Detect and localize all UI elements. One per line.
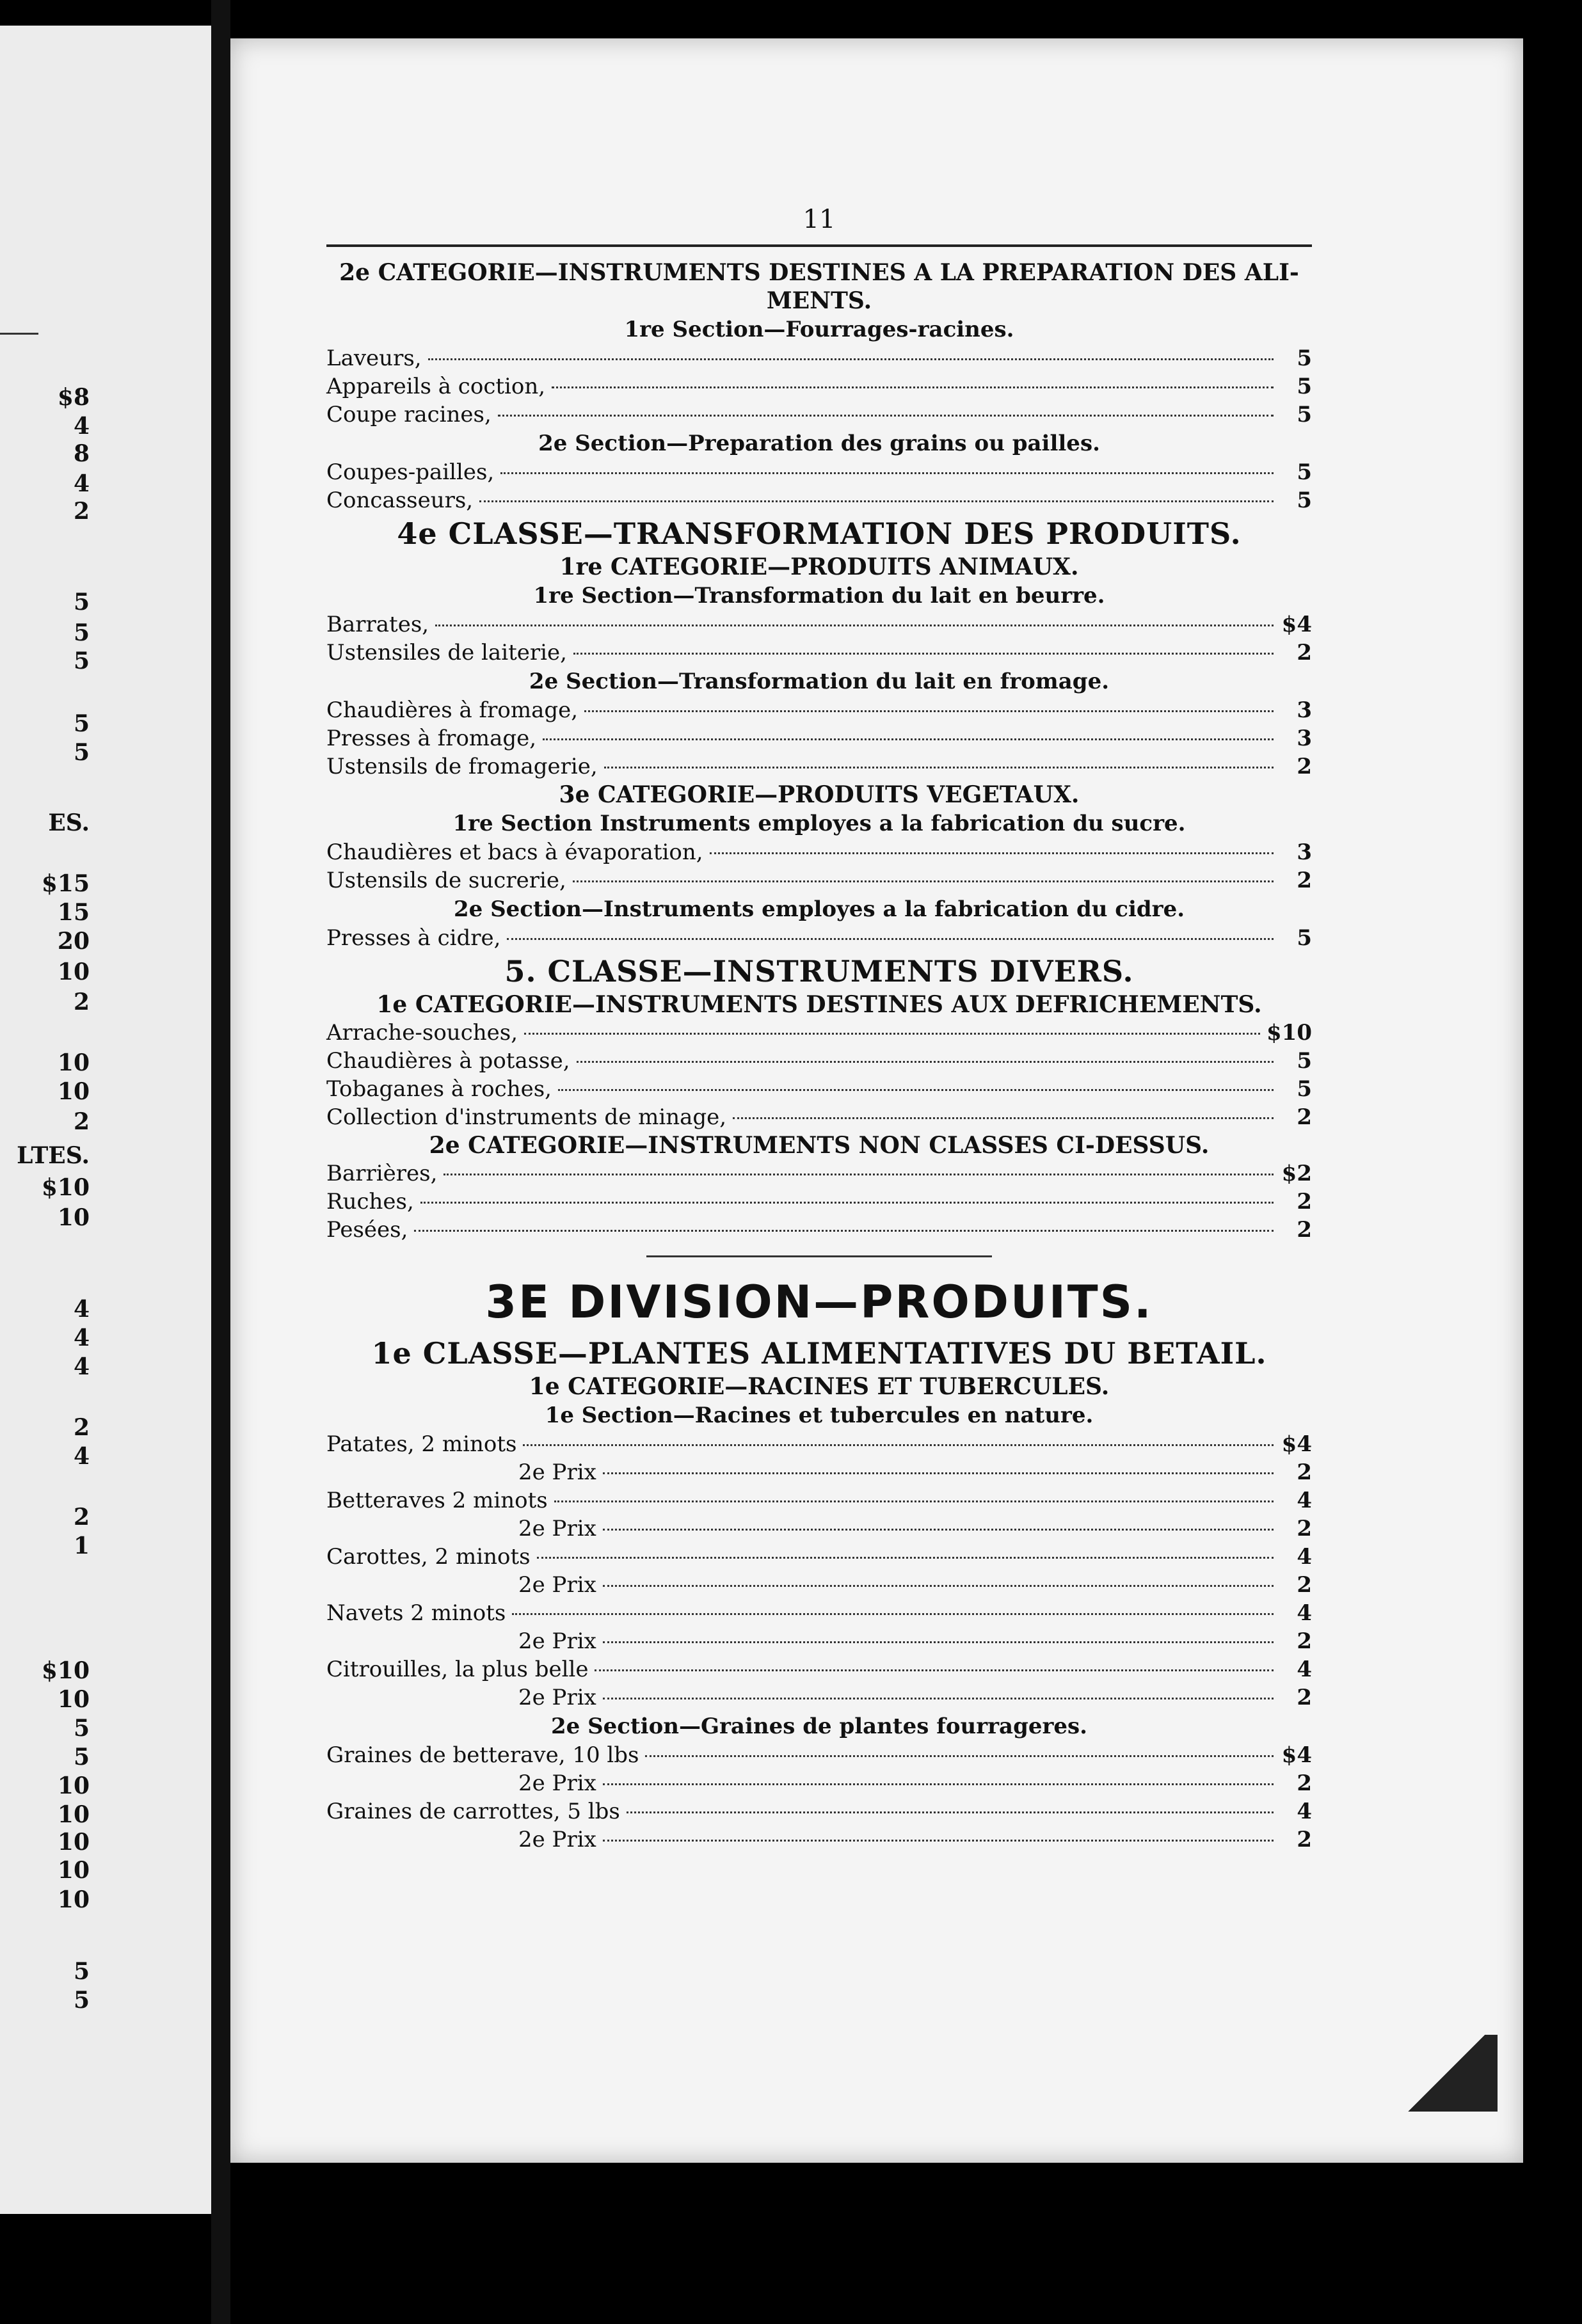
item-price: 4: [1297, 1544, 1312, 1570]
left-page-number: 2: [73, 1504, 90, 1531]
price-row: [326, 458, 1312, 486]
item-price: $2: [1281, 1161, 1312, 1186]
price-row: [326, 1599, 1312, 1627]
price-row: [326, 924, 1312, 952]
item-price: 5: [1297, 402, 1312, 427]
price-row: [326, 1103, 1312, 1131]
item-price: 5: [1297, 374, 1312, 399]
leader-dots: [414, 1230, 1274, 1232]
item-price: 2: [1297, 1771, 1312, 1796]
item-price: 2: [1297, 868, 1312, 893]
price-row: [326, 724, 1312, 752]
left-page-number: $10: [41, 1657, 90, 1684]
left-page-number: 5: [73, 710, 90, 737]
leader-dots: [498, 415, 1274, 417]
item-price: 2: [1297, 754, 1312, 779]
left-page-number: 2: [73, 498, 90, 525]
item-label: Tobaganes à roches,: [326, 1076, 552, 1102]
leader-dots: [710, 852, 1274, 854]
item-price: 2: [1297, 1572, 1312, 1598]
leader-dots: [554, 1500, 1274, 1502]
price-row: [326, 1683, 1312, 1712]
item-label: Chaudières à fromage,: [326, 697, 579, 723]
left-page-number: 4: [73, 1353, 90, 1380]
item-price: 4: [1297, 1657, 1312, 1682]
left-page-number: 20: [57, 928, 90, 955]
section-heading: 1re Section Instruments employes a la fabrication du sucre.: [452, 811, 1186, 836]
item-price: 3: [1297, 697, 1312, 723]
left-page-number: 15: [57, 899, 90, 926]
item-label: Laveurs,: [326, 346, 422, 371]
item-label: Ustensiles de laiterie,: [326, 640, 567, 665]
leader-dots: [645, 1755, 1274, 1757]
left-page-number: 10: [57, 1829, 90, 1856]
leader-dots: [500, 472, 1274, 474]
leader-dots: [603, 1529, 1274, 1531]
item-price: 2: [1297, 1827, 1312, 1852]
left-page-fragment: [0, 26, 211, 2214]
price-row: [326, 1741, 1312, 1769]
item-label: Citrouilles, la plus belle: [326, 1657, 589, 1682]
item-price: 2: [1297, 1460, 1312, 1485]
item-label: Ustensils de sucrerie,: [326, 868, 566, 893]
left-page-number: $15: [41, 870, 90, 897]
item-label: Appareils à coction,: [326, 374, 546, 399]
category-heading: 2e CATEGORIE—INSTRUMENTS DESTINES A LA PREPARATION DES ALI- MENTS.: [339, 259, 1299, 314]
item-price: 2: [1297, 1628, 1312, 1654]
class-heading: 1e CLASSE—PLANTES ALIMENTATIVES DU BETAIL.: [371, 1336, 1267, 1371]
item-price: 5: [1297, 488, 1312, 513]
price-row: [326, 1216, 1312, 1244]
left-page-number: LTES.: [17, 1142, 90, 1169]
left-page-number: 10: [57, 1772, 90, 1799]
item-price: 2: [1297, 1217, 1312, 1243]
leader-dots: [595, 1669, 1274, 1671]
item-label: 2e Prix: [518, 1460, 596, 1485]
page-number: 11: [803, 205, 836, 234]
price-row: [326, 838, 1312, 866]
leader-dots: [584, 710, 1274, 712]
item-price: $4: [1281, 1742, 1312, 1768]
left-page-number: 5: [73, 1715, 90, 1742]
section-heading: 1re Section—Transformation du lait en beurre.: [533, 583, 1105, 609]
left-page-number: 5: [73, 619, 90, 646]
item-price: 2: [1297, 1104, 1312, 1130]
item-label: Graines de betterave, 10 lbs: [326, 1742, 639, 1768]
item-label: 2e Prix: [518, 1771, 596, 1796]
header-rule: [326, 244, 1312, 247]
price-row: [326, 1159, 1312, 1188]
item-price: $10: [1266, 1020, 1312, 1046]
item-price: 2: [1297, 1516, 1312, 1541]
price-row: [326, 344, 1312, 372]
leader-dots: [603, 1472, 1274, 1474]
item-price: $4: [1281, 612, 1312, 637]
division-heading: 3E DIVISION—PRODUITS.: [485, 1276, 1153, 1328]
item-price: 4: [1297, 1799, 1312, 1824]
left-page-number: 10: [57, 1857, 90, 1884]
item-price: 5: [1297, 346, 1312, 371]
category-heading: 1e CATEGORIE—INSTRUMENTS DESTINES AUX DEFRICHEMENTS.: [376, 991, 1262, 1018]
leader-dots: [524, 1033, 1260, 1035]
item-label: Barrates,: [326, 612, 429, 637]
leader-dots: [603, 1585, 1274, 1587]
leader-dots: [733, 1117, 1274, 1119]
price-row: [326, 486, 1312, 514]
section-heading: 2e Section—Preparation des grains ou pailles.: [538, 431, 1100, 456]
price-row: [326, 1458, 1312, 1486]
left-page-number: 4: [73, 413, 90, 440]
left-page-number: 10: [57, 1686, 90, 1713]
leader-dots: [603, 1641, 1274, 1643]
item-label: Graines de carrottes, 5 lbs: [326, 1799, 620, 1824]
page-content: [326, 205, 1312, 1854]
category-heading: 1e CATEGORIE—RACINES ET TUBERCULES.: [529, 1373, 1110, 1400]
left-page-rule: [0, 333, 38, 335]
leader-dots: [603, 1698, 1274, 1699]
price-row: [326, 1655, 1312, 1683]
section-heading: 2e Section—Graines de plantes fourrageres.: [550, 1714, 1088, 1739]
left-page-number: 10: [57, 1886, 90, 1913]
item-price: $4: [1281, 1431, 1312, 1457]
item-label: 2e Prix: [518, 1628, 596, 1654]
left-page-number: 5: [73, 739, 90, 766]
left-page-number: 2: [73, 1108, 90, 1135]
left-page-number: 4: [73, 1443, 90, 1470]
leader-dots: [573, 653, 1274, 655]
item-label: Coupe racines,: [326, 402, 491, 427]
item-label: Carottes, 2 minots: [326, 1544, 531, 1570]
leader-dots: [573, 880, 1274, 882]
item-label: 2e Prix: [518, 1516, 596, 1541]
item-label: Concasseurs,: [326, 488, 474, 513]
leader-dots: [512, 1613, 1274, 1615]
leader-dots: [428, 358, 1274, 360]
item-price: 3: [1297, 840, 1312, 865]
left-page-number: 5: [73, 1958, 90, 1985]
item-label: Patates, 2 minots: [326, 1431, 517, 1457]
left-page-number: $10: [41, 1174, 90, 1201]
item-label: Ustensils de fromagerie,: [326, 754, 598, 779]
category-heading: 1re CATEGORIE—PRODUITS ANIMAUX.: [559, 553, 1079, 580]
item-price: 5: [1297, 1048, 1312, 1074]
price-row: [326, 752, 1312, 781]
item-label: Betteraves 2 minots: [326, 1488, 548, 1513]
left-page-number: $8: [57, 384, 90, 411]
leader-dots: [507, 938, 1274, 940]
category-heading: 3e CATEGORIE—PRODUITS VEGETAUX.: [559, 781, 1080, 808]
item-price: 2: [1297, 640, 1312, 665]
leader-dots: [604, 767, 1274, 768]
left-page-number: 1: [73, 1532, 90, 1559]
price-row: [326, 1769, 1312, 1797]
left-page-number: 4: [73, 470, 90, 497]
item-label: Pesées,: [326, 1217, 408, 1243]
leader-dots: [537, 1557, 1274, 1559]
left-page-number: 10: [57, 1078, 90, 1105]
item-label: Presses à fromage,: [326, 726, 537, 751]
price-list: [326, 259, 1312, 1854]
leader-dots: [603, 1840, 1274, 1842]
price-row: [326, 1543, 1312, 1571]
price-row: [326, 1486, 1312, 1515]
item-label: Chaudières à potasse,: [326, 1048, 570, 1074]
price-row: [326, 866, 1312, 895]
separator-rule: [646, 1255, 992, 1257]
leader-dots: [479, 500, 1274, 502]
item-label: Chaudières et bacs à évaporation,: [326, 840, 703, 865]
leader-dots: [523, 1444, 1274, 1446]
left-page-number: 2: [73, 989, 90, 1015]
price-row: [326, 372, 1312, 401]
item-price: 5: [1297, 459, 1312, 485]
class-heading: 4e CLASSE—TRANSFORMATION DES PRODUITS.: [397, 516, 1242, 551]
left-page-number: 5: [73, 648, 90, 674]
left-page-number: 5: [73, 1987, 90, 2014]
item-label: Presses à cidre,: [326, 925, 501, 951]
left-page-number: 10: [57, 1049, 90, 1076]
price-row: [326, 401, 1312, 429]
page-gutter: [211, 0, 230, 2324]
section-heading: 2e Section—Instruments employes a la fabrication du cidre.: [453, 896, 1185, 922]
price-row: [326, 1047, 1312, 1075]
category-heading: 2e CATEGORIE—INSTRUMENTS NON CLASSES CI-DESSUS.: [429, 1132, 1210, 1159]
leader-dots: [627, 1811, 1274, 1813]
price-row: [326, 1075, 1312, 1103]
price-row: [326, 1571, 1312, 1599]
price-row: [326, 1430, 1312, 1458]
left-page-number: 4: [73, 1296, 90, 1323]
item-label: 2e Prix: [518, 1572, 596, 1598]
left-page-number: 5: [73, 589, 90, 616]
item-label: Collection d'instruments de minage,: [326, 1104, 727, 1130]
item-price: 4: [1297, 1488, 1312, 1513]
leader-dots: [435, 625, 1274, 626]
item-price: 5: [1297, 1076, 1312, 1102]
item-label: 2e Prix: [518, 1685, 596, 1710]
left-page-number: ES.: [48, 809, 90, 836]
left-page-number: 4: [73, 1325, 90, 1351]
left-page-number: 10: [57, 1801, 90, 1828]
item-label: 2e Prix: [518, 1827, 596, 1852]
price-row: [326, 696, 1312, 724]
left-page-number: 2: [73, 1414, 90, 1441]
price-row: [326, 1826, 1312, 1854]
leader-dots: [443, 1174, 1274, 1175]
left-page-number: 10: [57, 1204, 90, 1231]
price-row: [326, 610, 1312, 639]
item-label: Barrières,: [326, 1161, 438, 1186]
leader-dots: [552, 386, 1274, 388]
item-label: Navets 2 minots: [326, 1600, 506, 1626]
torn-corner: [1395, 2035, 1498, 2112]
price-row: [326, 1627, 1312, 1655]
class-heading: 5. CLASSE—INSTRUMENTS DIVERS.: [504, 954, 1134, 989]
item-price: 2: [1297, 1685, 1312, 1710]
leader-dots: [577, 1061, 1274, 1063]
item-price: 2: [1297, 1189, 1312, 1214]
item-price: 5: [1297, 925, 1312, 951]
section-heading: 2e Section—Transformation du lait en fromage.: [529, 669, 1110, 694]
price-row: [326, 1515, 1312, 1543]
section-heading: 1re Section—Fourrages-racines.: [624, 317, 1014, 342]
item-price: 3: [1297, 726, 1312, 751]
left-page-number: 10: [57, 959, 90, 985]
item-label: Coupes-pailles,: [326, 459, 495, 485]
price-row: [326, 639, 1312, 667]
item-label: Ruches,: [326, 1189, 414, 1214]
left-page-number: 5: [73, 1744, 90, 1771]
leader-dots: [603, 1783, 1274, 1785]
price-row: [326, 1797, 1312, 1826]
leader-dots: [543, 738, 1274, 740]
document-page: [230, 38, 1523, 2163]
price-row: [326, 1188, 1312, 1216]
item-price: 4: [1297, 1600, 1312, 1626]
item-label: Arrache-souches,: [326, 1020, 518, 1046]
leader-dots: [420, 1202, 1274, 1204]
section-heading: 1e Section—Racines et tubercules en nature.: [545, 1403, 1094, 1428]
left-page-number: 8: [73, 440, 90, 467]
price-row: [326, 1019, 1312, 1047]
leader-dots: [558, 1089, 1274, 1091]
